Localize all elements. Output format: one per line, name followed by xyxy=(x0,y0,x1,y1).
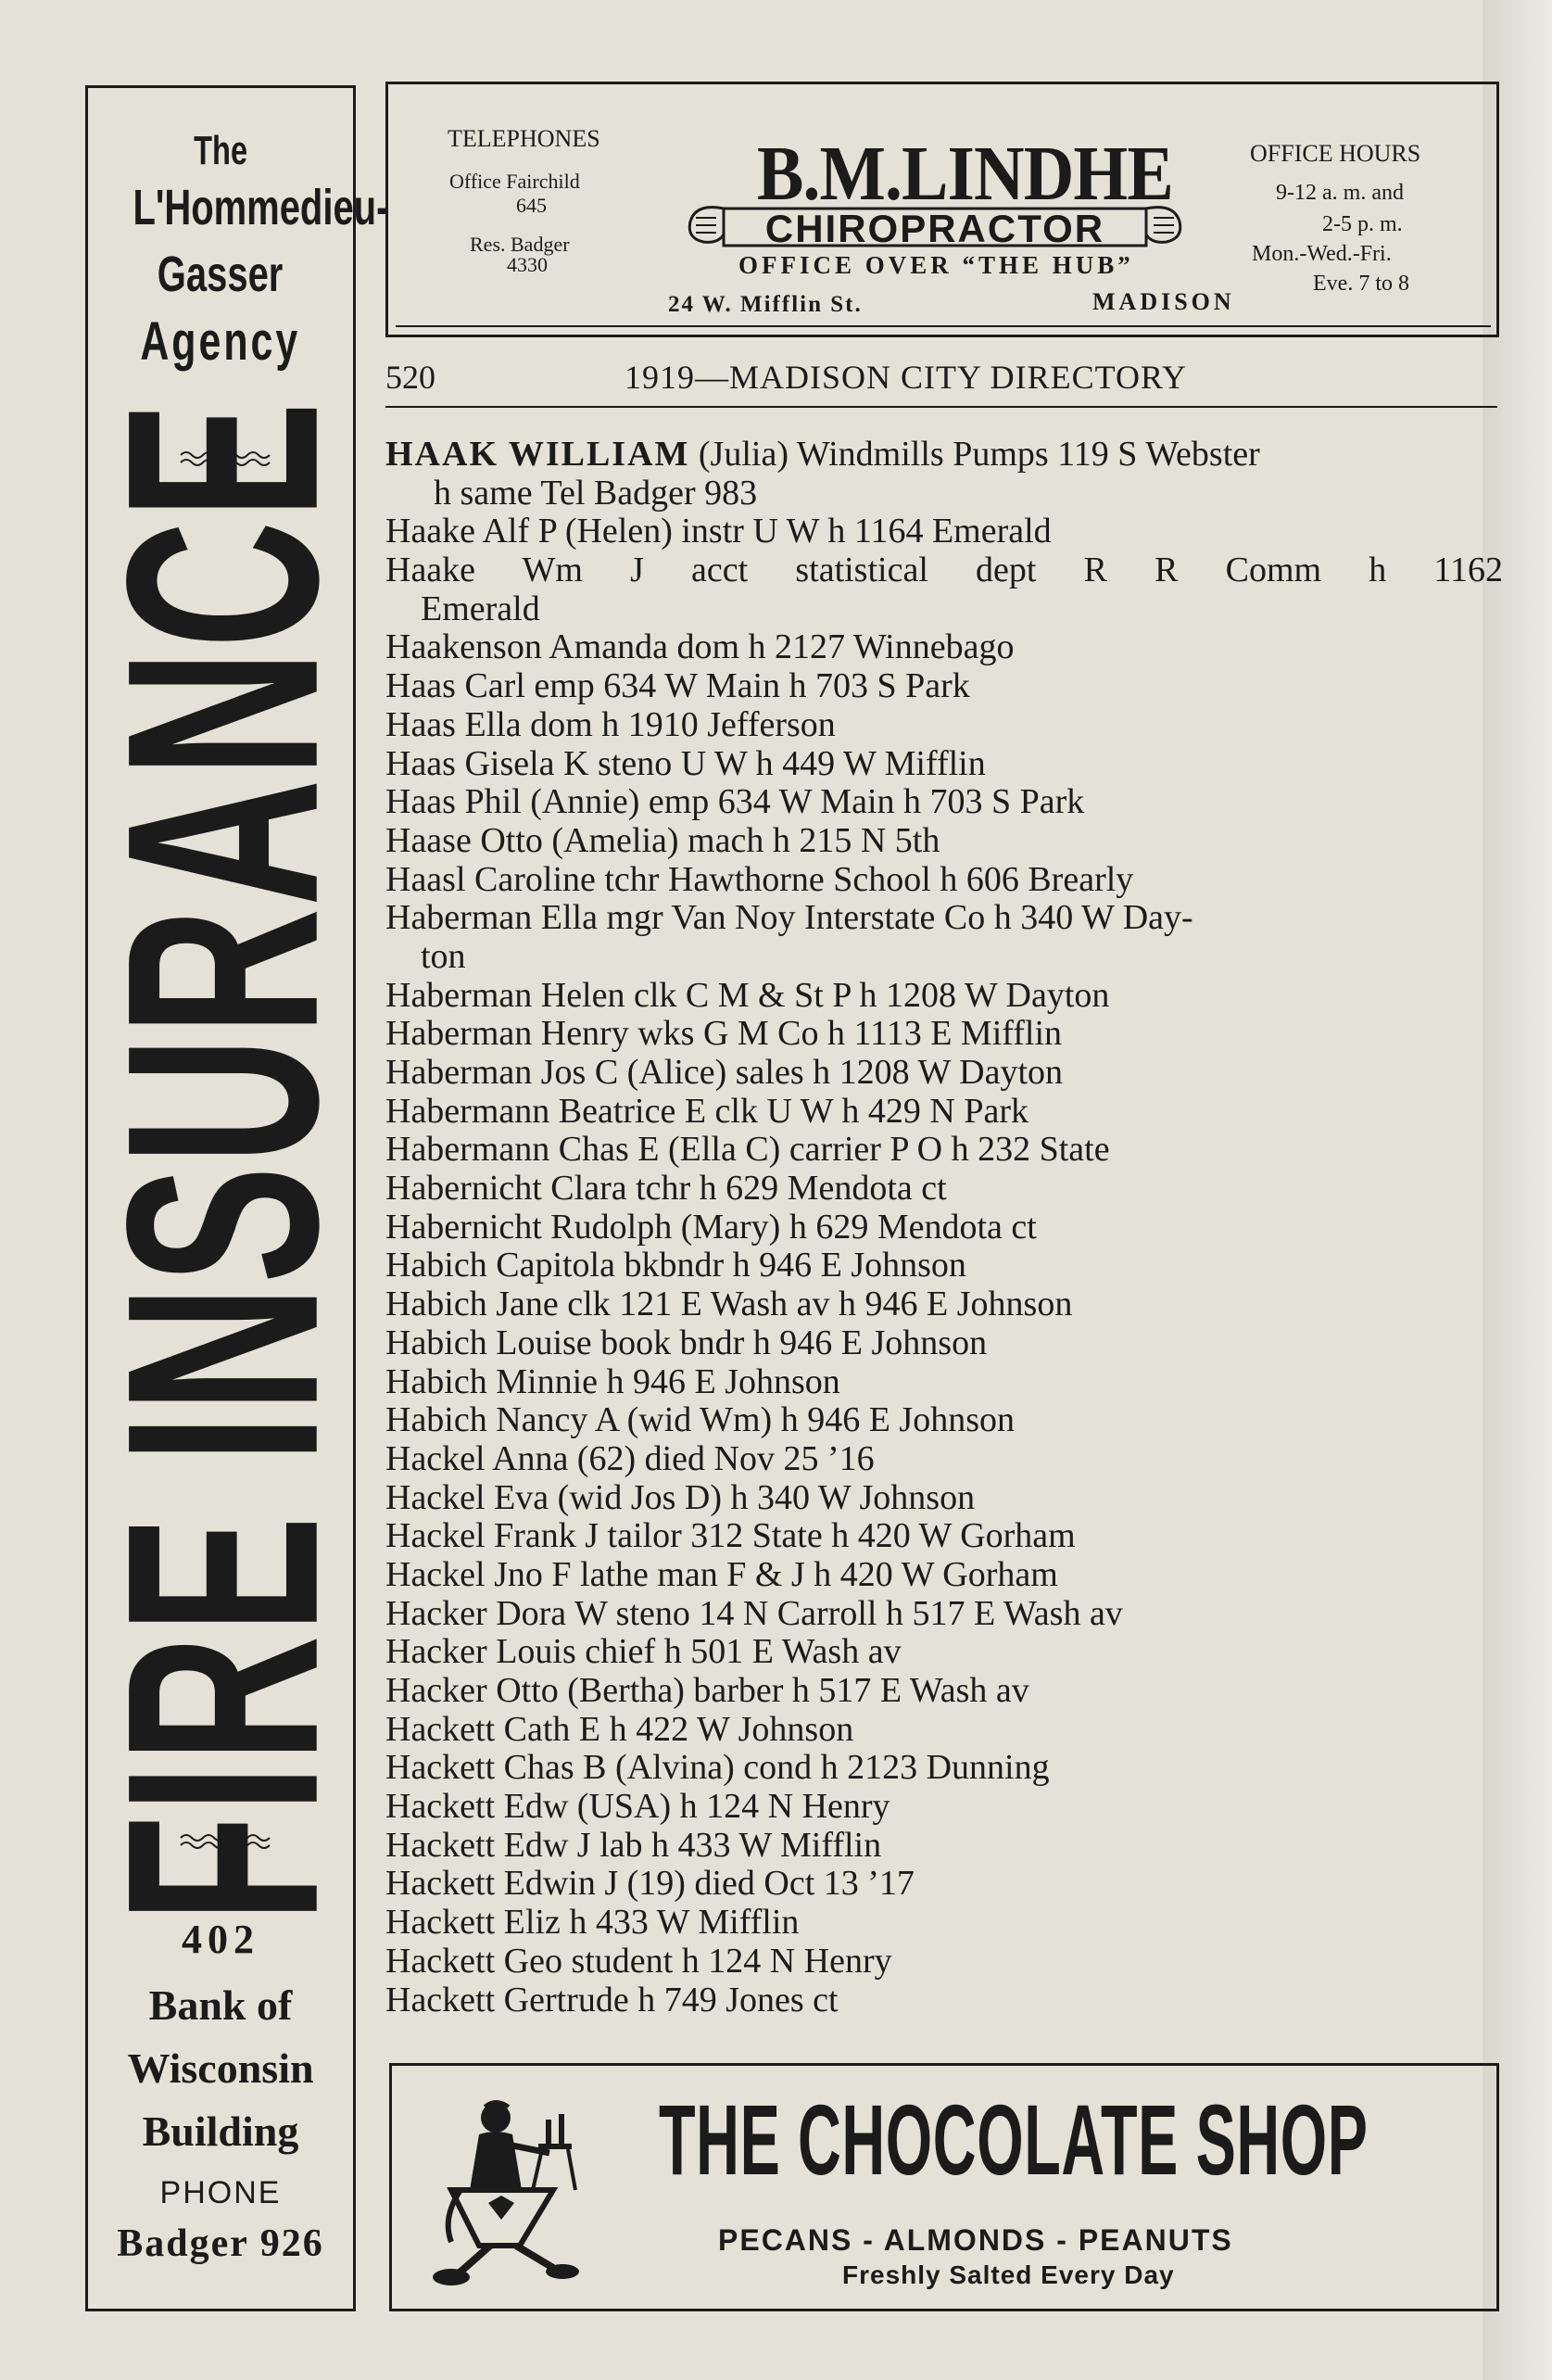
directory-entry: Habich Jane clk 121 E Wash av h 946 E Johnson xyxy=(385,1285,1073,1324)
directory-entry: Hackett Edwin J (19) died Oct 13 ’17 xyxy=(385,1864,915,1904)
directory-entry: Hackett Edw (USA) h 124 N Henry xyxy=(385,1787,890,1827)
ad-address-number: 402 xyxy=(182,1917,259,1962)
directory-entry: Hackett Geo student h 124 N Henry xyxy=(385,1941,892,1981)
directory-entry-continuation: h same Tel Badger 983 xyxy=(434,473,758,513)
chocolate-shop-tagline: Freshly Salted Every Day xyxy=(842,2260,1175,2289)
telephones-label: TELEPHONES xyxy=(448,125,600,152)
profession-banner xyxy=(683,201,1187,251)
directory-entry: Haake Alf P (Helen) instr U W h 1164 Emerald xyxy=(385,512,1052,551)
directory-entry: Hackett Cath E h 422 W Johnson xyxy=(385,1709,854,1749)
directory-entry: Hacker Dora W steno 14 N Carroll h 517 E Wash av xyxy=(385,1593,1123,1633)
page-title: 1919—MADISON CITY DIRECTORY xyxy=(625,359,1188,396)
directory-entry: Habermann Chas E (Ella C) carrier P O h 232 State xyxy=(385,1130,1110,1170)
chocolate-shop-products: PECANS - ALMONDS - PEANUTS xyxy=(718,2223,1233,2257)
directory-entry: Hacker Louis chief h 501 E Wash av xyxy=(385,1632,902,1672)
ad-address-line-2: Bank of xyxy=(148,1981,293,2029)
directory-entry: Haberman Helen clk C M & St P h 1208 W Dayton xyxy=(385,975,1110,1015)
ad-phone-label: PHONE xyxy=(159,2175,282,2210)
office-phone: Office Fairchild xyxy=(449,170,580,193)
fire-insurance-headline-wrap xyxy=(70,399,376,1923)
res-phone: Res. Badger xyxy=(470,233,570,256)
ad-address-line-3: Wisconsin xyxy=(127,2045,314,2092)
office-phone-number: 645 xyxy=(516,194,547,217)
page-number: 520 xyxy=(385,359,435,396)
directory-entry: Haase Otto (Amelia) mach h 215 N 5th xyxy=(385,820,940,860)
directory-entry: Haakenson Amanda dom h 2127 Winnebago xyxy=(385,627,1015,667)
office-hours-line-3: Mon.-Wed.-Fri. xyxy=(1252,242,1392,266)
office-hours-label: OFFICE HOURS xyxy=(1250,140,1421,167)
chiropractor-name: B.M.LINDHE xyxy=(757,131,1173,217)
directory-entry: Hacker Otto (Bertha) barber h 517 E Wash av xyxy=(385,1671,1029,1710)
directory-entry: Haas Phil (Annie) emp 634 W Main h 703 S Park xyxy=(385,782,1085,822)
directory-entry: Hackel Anna (62) died Nov 25 ’16 xyxy=(385,1438,875,1478)
agency-name-line-3: Agency xyxy=(140,311,301,372)
directory-entry: Habich Capitola bkbndr h 946 E Johnson xyxy=(385,1246,966,1285)
directory-entry: HAAK WILLIAM (Julia) Windmills Pumps 119 S Webster xyxy=(385,435,1260,474)
directory-entry: Hackett Chas B (Alvina) cond h 2123 Dunning xyxy=(385,1748,1050,1788)
directory-entry: Haas Carl emp 634 W Main h 703 S Park xyxy=(385,666,970,706)
directory-entry: Haake Wm J acct statistical dept R R Comm h 1162 xyxy=(385,551,1503,590)
agency-name-line-2: Gasser xyxy=(158,247,284,302)
directory-entries xyxy=(385,436,1507,2019)
directory-entry-continuation: Emerald xyxy=(421,589,540,628)
office-location: OFFICE OVER “THE HUB” xyxy=(738,251,1134,279)
directory-entry: Hackel Jno F lathe man F & J h 420 W Gorham xyxy=(385,1554,1058,1594)
directory-entry: Haberman Jos C (Alice) sales h 1208 W Dayton xyxy=(385,1053,1063,1092)
header-rule xyxy=(385,406,1497,408)
directory-entry: Habich Minnie h 946 E Johnson xyxy=(385,1361,840,1401)
directory-entry: Haasl Caroline tchr Hawthorne School h 606 Brearly xyxy=(385,859,1134,899)
wavy-ornament-icon xyxy=(177,1830,270,1855)
office-hours-line-1: 9-12 a. m. and xyxy=(1276,181,1404,205)
agency-name-line-1: L'Hommedieu- xyxy=(132,180,389,235)
fire-insurance-headline: FIRE INSURANCE xyxy=(70,399,376,1923)
insurance-ad xyxy=(70,85,389,2311)
chiropractor-ad xyxy=(385,82,1499,337)
directory-entry: Habermann Beatrice E clk U W h 429 N Park xyxy=(385,1091,1029,1131)
directory-entry: Haberman Henry wks G M Co h 1113 E Mifflin xyxy=(385,1014,1062,1054)
directory-entry: Haas Gisela K steno U W h 449 W Mifflin xyxy=(385,743,986,783)
directory-entry: Habernicht Rudolph (Mary) h 629 Mendota ct xyxy=(385,1207,1037,1247)
ad-address-line-4: Building xyxy=(142,2108,299,2155)
office-city: MADISON xyxy=(1092,288,1235,315)
ad-the: The xyxy=(194,128,247,173)
directory-entry: Habernicht Clara tchr h 629 Mendota ct xyxy=(385,1169,947,1209)
office-hours-line-4: Eve. 7 to 8 xyxy=(1313,272,1409,296)
chocolate-shop-ad xyxy=(389,2063,1499,2311)
profession-label: CHIROPRACTOR xyxy=(764,207,1105,250)
waitress-figure-icon xyxy=(423,2094,581,2288)
directory-entry: Hackel Frank J tailor 312 State h 420 W Gorham xyxy=(385,1516,1076,1556)
directory-entry: Hackett Edw J lab h 433 W Mifflin xyxy=(385,1825,882,1865)
directory-entry: Habich Nancy A (wid Wm) h 946 E Johnson xyxy=(385,1400,1015,1440)
ad-phone-number: Badger 926 xyxy=(117,2222,324,2265)
directory-entry: Hackett Eliz h 433 W Mifflin xyxy=(385,1903,800,1943)
office-hours-line-2: 2-5 p. m. xyxy=(1322,212,1403,236)
directory-entry: Habich Louise book bndr h 946 E Johnson xyxy=(385,1323,988,1362)
chiropractor-ad-inner xyxy=(396,88,1491,327)
chocolate-shop-title: THE CHOCOLATE SHOP xyxy=(659,2083,1369,2196)
office-street: 24 W. Mifflin St. xyxy=(668,292,863,317)
directory-entry: Hackett Gertrude h 749 Jones ct xyxy=(385,1980,839,2019)
directory-entry: Hackel Eva (wid Jos D) h 340 W Johnson xyxy=(385,1477,976,1517)
directory-entry-continuation: ton xyxy=(421,936,466,976)
res-phone-number: 4330 xyxy=(507,253,548,276)
directory-entry: Haas Ella dom h 1910 Jefferson xyxy=(385,704,836,744)
directory-entry: Haberman Ella mgr Van Noy Interstate Co h 340 W Day- xyxy=(385,898,1193,938)
